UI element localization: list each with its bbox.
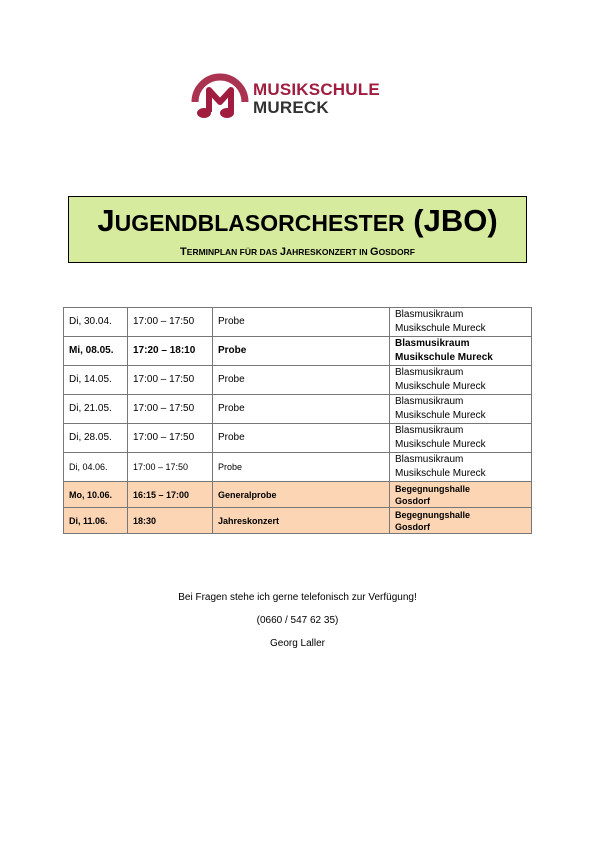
footer-signature-name: Georg Laller — [269, 638, 326, 649]
location-line1: Blasmusikraum — [395, 367, 464, 378]
event-cell: Probe — [213, 337, 390, 366]
time-cell: 16:15 – 17:00 — [128, 482, 213, 508]
location-cell — [390, 424, 532, 453]
date-cell: Di, 21.05. — [64, 395, 128, 424]
time-cell: 17:00 – 17:50 — [128, 366, 213, 395]
location-line2: Gosdorf — [395, 521, 430, 532]
table-row — [64, 508, 532, 534]
event-cell: Probe — [213, 366, 390, 395]
table-row — [64, 453, 532, 482]
location-cell — [390, 453, 532, 482]
location-line2: Gosdorf — [395, 495, 430, 506]
subtitle-part: J — [279, 246, 286, 258]
music-note-logo-icon — [189, 72, 251, 122]
subtitle-part: T — [180, 246, 187, 258]
location-line2: Musikschule Mureck — [395, 468, 486, 479]
location-line2: Musikschule Mureck — [395, 410, 486, 421]
location-line2: Musikschule Mureck — [395, 323, 486, 334]
date-cell: Mi, 08.05. — [64, 337, 128, 366]
footer-phone: (0660 / 547 62 35) — [256, 615, 339, 626]
date-cell: Di, 30.04. — [64, 308, 128, 337]
time-cell: 17:00 – 17:50 — [128, 453, 213, 482]
event-cell: Probe — [213, 424, 390, 453]
title-rest: UGENDBLASORCHESTER — [114, 210, 405, 236]
table-row — [64, 308, 532, 337]
location-line1: Blasmusikraum — [395, 338, 470, 349]
logo-text-line1: MUSIKSCHULE — [253, 80, 380, 99]
musikschule-logo — [189, 72, 409, 122]
location-line1: Begegnungshalle — [395, 509, 471, 520]
logo-text-line2: MURECK — [253, 98, 329, 117]
location-line1: Blasmusikraum — [395, 454, 464, 465]
date-cell: Di, 14.05. — [64, 366, 128, 395]
date-cell: Di, 11.06. — [64, 508, 128, 534]
title-box — [68, 196, 527, 263]
location-line1: Blasmusikraum — [395, 309, 464, 320]
event-cell: Jahreskonzert — [213, 508, 390, 534]
date-cell: Di, 28.05. — [64, 424, 128, 453]
location-line1: Blasmusikraum — [395, 396, 464, 407]
time-cell: 17:00 – 17:50 — [128, 308, 213, 337]
page-subtitle — [69, 246, 526, 258]
location-line2: Musikschule Mureck — [395, 381, 486, 392]
location-cell — [390, 337, 532, 366]
event-cell: Probe — [213, 308, 390, 337]
location-cell — [390, 482, 532, 508]
location-cell — [390, 395, 532, 424]
date-cell: Mo, 10.06. — [64, 482, 128, 508]
location-line2: Musikschule Mureck — [395, 352, 493, 363]
schedule-table — [63, 307, 532, 534]
time-cell: 17:00 – 17:50 — [128, 424, 213, 453]
table-row — [64, 482, 532, 508]
time-cell: 17:20 – 18:10 — [128, 337, 213, 366]
footer-contact-note: Bei Fragen stehe ich gerne telefonisch zur Verfügung! — [178, 592, 417, 603]
subtitle-part: AHRESKONZERT IN — [285, 247, 370, 257]
subtitle-part: G — [370, 246, 379, 258]
location-cell — [390, 308, 532, 337]
subtitle-part: OSDORF — [378, 247, 415, 257]
time-cell: 18:30 — [128, 508, 213, 534]
table-row — [64, 366, 532, 395]
location-line1: Blasmusikraum — [395, 425, 464, 436]
title-first-letter: J — [97, 203, 115, 238]
time-cell: 17:00 – 17:50 — [128, 395, 213, 424]
title-suffix: (JBO) — [404, 203, 498, 238]
date-cell: Di, 04.06. — [64, 453, 128, 482]
location-cell — [390, 508, 532, 534]
location-line2: Musikschule Mureck — [395, 439, 486, 450]
subtitle-part: ERMINPLAN FÜR DAS — [186, 247, 280, 257]
event-cell: Probe — [213, 395, 390, 424]
table-row — [64, 424, 532, 453]
location-cell — [390, 366, 532, 395]
event-cell: Generalprobe — [213, 482, 390, 508]
event-cell: Probe — [213, 453, 390, 482]
page-title — [69, 205, 526, 239]
location-line1: Begegnungshalle — [395, 483, 471, 494]
table-row — [64, 337, 532, 366]
table-row — [64, 395, 532, 424]
